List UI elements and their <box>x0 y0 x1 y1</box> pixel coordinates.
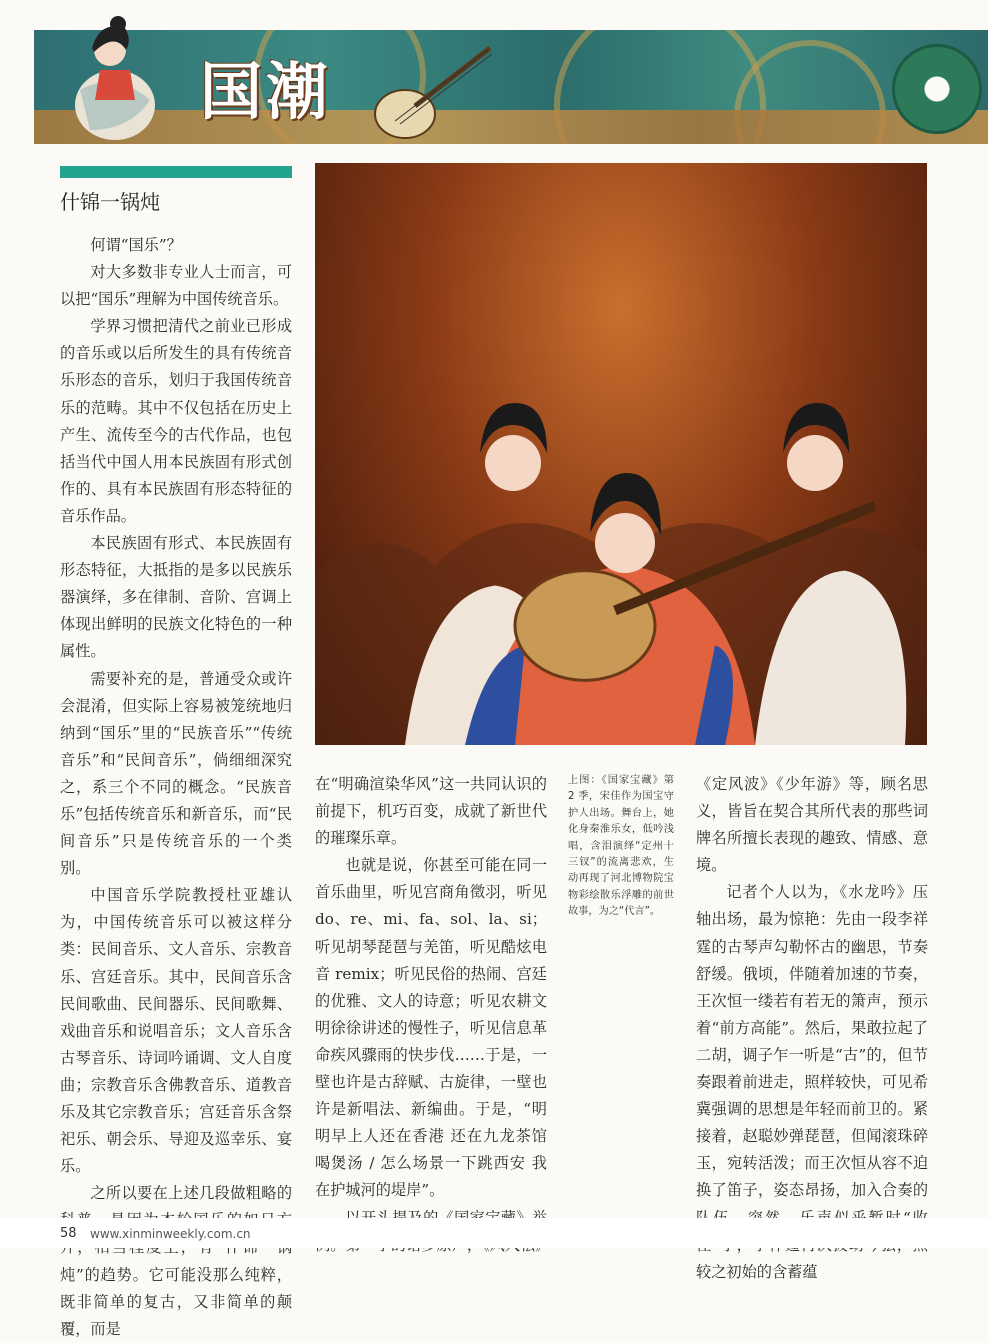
photo-caption: 上图：《国家宝藏》第 2 季，宋佳作为国宝守护人出场。舞台上，她化身秦淮乐女，低吟浅唱，含泪演绎“定州十三钗”的流离悲欢，生动再现了河北博物院宝物彩绘散乐浮雕的前世故事，为之“代言”。 <box>568 775 674 918</box>
fairy-illustration-icon <box>60 10 170 140</box>
banner-gold-band <box>34 110 988 144</box>
article-column-4 <box>696 771 928 1286</box>
paragraph: 本民族固有形式、本民族固有形态特征，大抵指的是多以民族乐器演绎，多在律制、音阶、宫调上体现出鲜明的民族文化特色的一种属性。 <box>60 534 292 661</box>
header-banner <box>34 30 988 144</box>
article-column-1 <box>60 232 292 1343</box>
paragraph: 中国音乐学院教授杜亚雄认为，中国传统音乐可以被这样分类：民间音乐、文人音乐、宗教音乐、宫廷音乐。其中，民间音乐含民间歌曲、民间器乐、民间歌舞、戏曲音乐和说唱音乐；文人音乐含古琴音乐、诗词吟诵调、文人自度曲；宗教音乐含佛教音乐、道教音乐及其它宗教音乐；宫廷音乐含祭祀乐、朝会乐、导迎及巡幸乐、宴乐。 <box>60 886 292 1176</box>
header-title: 国潮 <box>200 55 333 128</box>
jade-disc-icon <box>892 44 982 134</box>
page-number: 58 <box>60 1226 77 1241</box>
paragraph: 也就是说，你甚至可能在同一首乐曲里，听见宫商角徵羽，听见 do、re、mi、fa、sol、la、si；听见胡琴琵琶与羌笛，听见酷炫电音 remix；听见民俗的热闹、宫廷的优雅、文人的诗意；听见农耕文明徐徐讲述的慢性子，听见信息革命疾风骤雨的快步伐……于是，一壁也许是古辞赋、古旋律，一壁也许是新唱法、新编曲。于是，“明明早上人还在香港 还在九龙茶馆喝煲汤 / 怎么场景一下跳西安 我在护城河的堤岸”。 <box>315 856 547 1200</box>
section-accent-bar <box>60 166 292 178</box>
section-title: 什锦一锅炖 <box>60 190 160 214</box>
performance-photo <box>315 163 927 745</box>
paragraph: 记者个人以为，《水龙吟》压轴出场，最为惊艳：先由一段李祥霆的古琴声勾勒怀古的幽思，节奏舒缓。俄顷，伴随着加速的节奏，王次恒一缕若有若无的箫声，预示着“前方高能”。然后，果敢拉起了二胡，调子乍一听是“古”的，但节奏跟着前进走，照样较快，可见希冀强调的思想是年轻而前卫的。紧接着，赵聪妙弹琵琶，但闻滚珠碎玉，宛转活泼；而王次恒从容不迫换了笛子，姿态昂扬，加入合奏的 较之初始的含蓄蕴 <box>696 883 928 1281</box>
paragraph: 学界习惯把清代之前业已形成的音乐或以后所发生的具有传统音乐形态的音乐，划归于我国传统音乐的范畴。其中不仅包括在历史上产生、流传至今的古代作品，也包括当代中国人用本民族固有形式创作的、具有本民族固有形态特征的音乐作品。 <box>60 317 292 525</box>
article-column-2 <box>315 771 547 1259</box>
paragraph: 在“明确渲染华风”这一共同认识的前提下，机巧百变，成就了新世代的璀璨乐章。 <box>315 775 547 848</box>
paragraph: 对大多数非专业人士而言，可以把“国乐”理解为中国传统音乐。 <box>60 263 292 309</box>
paragraph: 《定风波》《少年游》等，顾名思义，皆旨在契合其所代表的那些词牌名所擅长表现的趣致、情感、意境。 <box>696 775 928 875</box>
performers-heads <box>315 163 927 745</box>
pipa-illustration-icon <box>360 36 510 146</box>
paragraph: 何谓“国乐”？ <box>90 236 182 254</box>
website-url[interactable]: www.xinminweekly.com.cn <box>90 1227 251 1241</box>
paragraph: 需要补充的是，普通受众或许会混淆，但实际上容易被笼统地归纳到“国乐”里的“民族音乐”“传统音乐”和“民间音乐”，倘细细深究之，系三个不同的概念。“民族音乐”包括传统音乐和新音乐，而“民间音乐”只是传统音乐的一个类别。 <box>60 669 292 878</box>
paragraph: 之所以要在上述几段做粗略的 炖”的趋势。它可能没那么纯粹，既非简单的复古，又非简单的颠覆，而是 <box>60 1184 292 1338</box>
